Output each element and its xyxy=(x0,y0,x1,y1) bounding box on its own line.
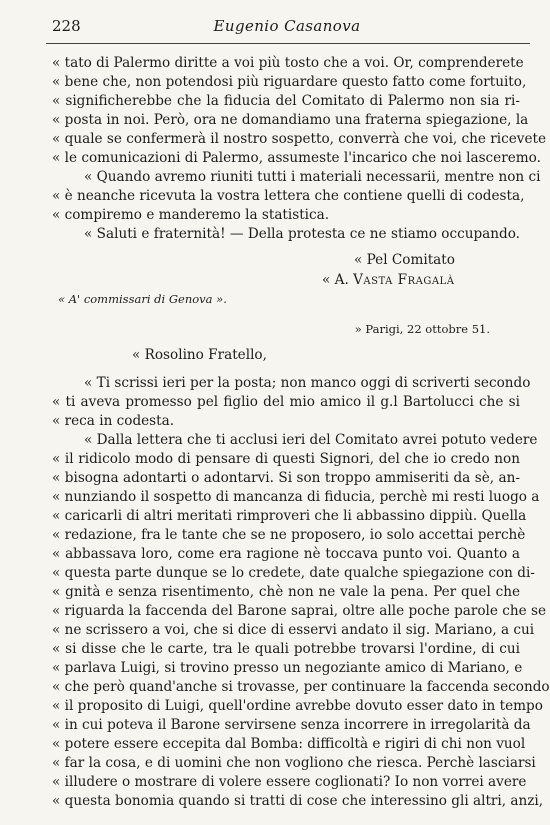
text-line: « quale se confermerà il nostro sospetto, converrà che voi, che ricevete xyxy=(52,131,547,147)
text-line: « caricarli di altri meritati rimproveri che li abbassino dippiù. Quella xyxy=(52,508,527,524)
signature-prefix: « A. xyxy=(322,272,349,288)
text-line: « nunziando il sospetto di mancanza di fiducia, perchè mi resti luogo a xyxy=(52,489,540,505)
text-line: « posta in noi. Però, ora ne domandiamo una fraterna spiegazione, la xyxy=(52,112,529,128)
text-line: « Quando avremo riuniti tutti i materiali necessarii, mentre non ci xyxy=(84,169,541,185)
text-line: « è neanche ricevuta la vostra lettera che contiene quelli di codesta, xyxy=(52,188,525,204)
text-line: « riguarda la faccenda del Barone saprai, oltre alle poche parole che se xyxy=(52,603,547,619)
text-line: « illudere o mostrare di volere essere coglionati? Io non vorrei avere xyxy=(52,774,527,790)
page-header xyxy=(52,17,522,39)
running-title: Eugenio Casanova xyxy=(213,17,361,35)
text-line: « potere essere eccepita dal Bomba: difficoltà e rigiri di chi non vuol xyxy=(52,736,526,752)
text-line: « reca in codesta. xyxy=(52,413,175,429)
header-rule xyxy=(46,43,530,44)
text-line: « che però quand'anche si trovasse, per continuare la faccenda secondo xyxy=(52,679,550,695)
text-line: « il proposito di Luigi, quell'ordine avrebbe dovuto esser dato in tempo xyxy=(52,698,543,714)
text-line: « redazione, fra le tante che se ne proposero, io solo accettai perchè xyxy=(52,527,526,543)
text-line: « il ridicolo modo di pensare di questi Signori, del che io credo non xyxy=(52,451,520,467)
letter-address: « A' commissari di Genova ». xyxy=(58,292,227,306)
text-line: « Ti scrissi ieri per la posta; non manco oggi di scriverti secondo xyxy=(84,375,531,391)
text-line: « tato di Palermo diritte a voi più tosto che a voi. Or, comprenderete xyxy=(52,55,524,71)
text-line: « far la cosa, e di uomini che non vogliono che riesca. Perchè lasciarsi xyxy=(52,755,536,771)
text-line: « questa bonomia quando si tratti di cose che interessino gli altri, anzi, xyxy=(52,793,544,809)
text-line: « significherebbe che la fiducia del Comitato di Palermo non sia ri- xyxy=(52,93,520,109)
text-line: « questa parte dunque se lo credete, date qualche spiegazione con di- xyxy=(52,565,535,581)
salutation: « Rosolino Fratello, xyxy=(132,347,267,363)
dateline: » Parigi, 22 ottobre 51. xyxy=(354,322,490,336)
text-line: « compiremo e manderemo la statistica. xyxy=(52,207,330,223)
text-line: « Dalla lettera che ti acclusi ieri del Comitato avrei potuto vedere xyxy=(84,432,538,448)
text-line: « gnità e senza risentimento, chè non ne vale la pena. Per quel che xyxy=(52,584,520,600)
text-line: « si disse che le carte, tra le quali potrebbe trovarsi l'ordine, di cui xyxy=(52,641,520,657)
text-line: « ti aveva promesso pel figlio del mio amico il g.l Bartolucci che si xyxy=(52,394,520,410)
signature xyxy=(322,271,522,290)
text-line: « ne scrissero a voi, che si dice di esservi andato il sig. Mariano, a cui xyxy=(52,622,535,638)
text-line: « bene che, non potendosi più riguardare questo fatto come fortuito, xyxy=(52,74,527,90)
text-line: « Saluti e fraternità! — Della protesta ce ne stiamo occupando. xyxy=(84,226,520,242)
text-line: « in cui poteva il Barone servirsene senza incorrere in irregolarità da xyxy=(52,717,531,733)
signature-name: Vasta Fragalà xyxy=(353,272,455,288)
text-line: « le comunicazioni di Palermo, assumeste l'incarico che noi lasceremo. xyxy=(52,150,541,166)
page-number: 228 xyxy=(52,17,81,35)
closing: « Pel Comitato xyxy=(354,252,455,268)
text-line: « parlava Luigi, si trovino presso un negoziante amico di Mariano, e xyxy=(52,660,523,676)
text-line: « bisogna adontarti o adontarvi. Si son troppo ammiseriti da sè, an- xyxy=(52,470,520,486)
text-line: « abbassava loro, come era ragione nè toccava punto voi. Quanto a xyxy=(52,546,520,562)
